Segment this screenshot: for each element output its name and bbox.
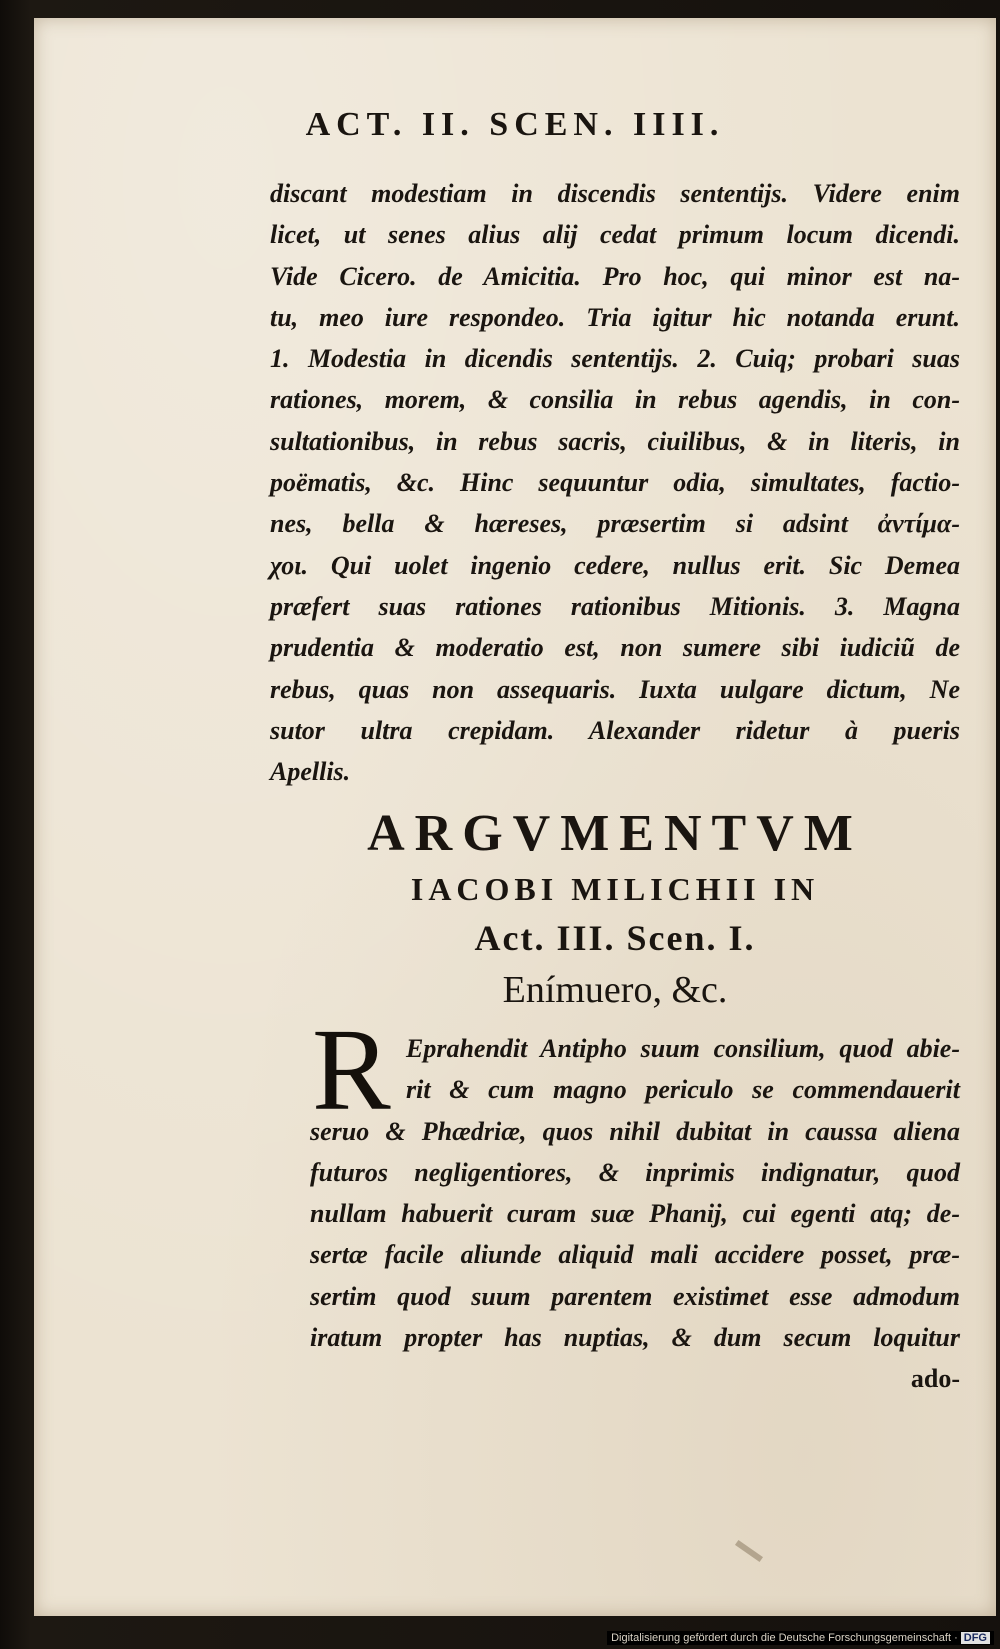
book-page (34, 18, 996, 1616)
heading-line-3: Act. III. Scen. I. (474, 918, 756, 958)
text-line: sultationibus, in rebus sacris, ciuilibus, & in literis, in (270, 426, 960, 456)
digitization-credit (607, 1631, 994, 1645)
text-line: rationes, morem, & consilia in rebus agendis, in con- (270, 385, 960, 415)
text-line: futuros negligentiores, & inprimis indignatur, quod (310, 1157, 960, 1187)
paper-mark (735, 1540, 763, 1562)
argument-heading (270, 803, 960, 1017)
text-line: licet, ut senes alius alij cedat primum locum dicendi. (270, 220, 960, 250)
text-line: rit & cum magno periculo se commendauerit (406, 1075, 960, 1105)
dfg-logo-badge: DFG (961, 1632, 990, 1644)
text-line: sutor ultra crepidam. Alexander ridetur à pueris (270, 715, 960, 745)
credit-text: Digitalisierung gefördert durch die Deutsche Forschungsgemeinschaft · (611, 1632, 958, 1644)
text-line: discant modestiam in discendis sententijs. Videre enim (270, 179, 960, 208)
text-line: præfert suas rationes rationibus Mitionis. 3. Magna (270, 591, 960, 621)
running-head: ACT. II. SCEN. IIII. (305, 106, 725, 143)
heading-line-2: IACOBI MILICHII IN (410, 871, 820, 907)
drop-cap-initial: R (312, 1004, 391, 1135)
heading-line-4: Enímuero, &c. (502, 969, 728, 1011)
commentary-text (270, 173, 960, 792)
text-line: nes, bella & hæreses, præsertim si adsint ἀντίμα- (270, 509, 960, 539)
heading-line-1: ARGVMENTVM (367, 805, 863, 862)
text-line: tu, meo iure respondeo. Tria igitur hic notanda erunt. (270, 302, 960, 332)
text-line: seruo & Phædriæ, quos nihil dubitat in caussa aliena (310, 1116, 960, 1146)
text-line: sertæ facile aliunde aliquid mali accidere posset, præ- (310, 1240, 960, 1270)
text-line: χοι. Qui uolet ingenio cedere, nullus erit. Sic Demea (270, 550, 960, 580)
text-line: nullam habuerit curam suæ Phanij, cui egenti atq; de- (310, 1199, 960, 1229)
text-line: rebus, quas non assequaris. Iuxta uulgare dictum, Ne (270, 674, 960, 704)
argument-text (310, 1028, 960, 1400)
catchword: ado- (910, 1364, 960, 1394)
text-line: poëmatis, &c. Hinc sequuntur odia, simultates, factio- (270, 468, 960, 498)
text-line: Apellis. (270, 757, 351, 787)
text-line: iratum propter has nuptias, & dum secum loquitur (310, 1323, 960, 1353)
text-line: sertim quod suum parentem existimet esse admodum (310, 1281, 960, 1311)
text-line: 1. Modestia in dicendis sententijs. 2. Cuiq; probari suas (270, 344, 960, 374)
text-line: Vide Cicero. de Amicitia. Pro hoc, qui minor est na- (270, 261, 960, 291)
text-line: prudentia & moderatio est, non sumere sibi iudiciũ de (270, 633, 960, 663)
text-line: Eprahendit Antipho suum consilium, quod abie- (406, 1034, 960, 1063)
